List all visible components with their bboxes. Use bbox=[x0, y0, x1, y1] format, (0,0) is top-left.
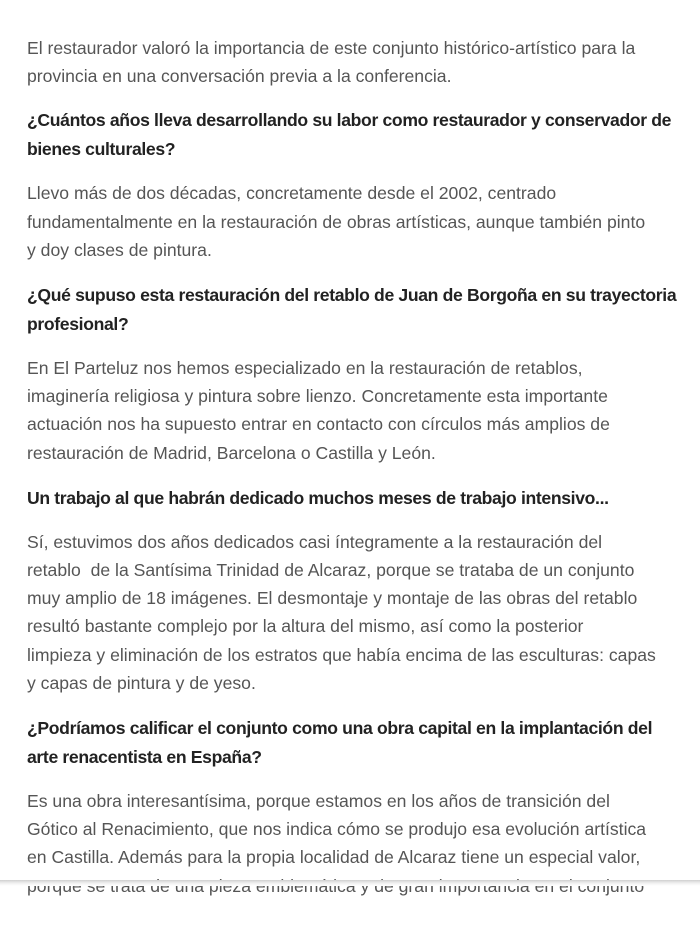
intro-line: El restaurador valoró la importancia de este conjunto histórico-artístico para la bbox=[27, 38, 636, 58]
answer-line: limpieza y eliminación de los estratos que había encima de las esculturas: capas bbox=[27, 644, 656, 665]
answer-line: restauración de Madrid, Barcelona o Castilla y León. bbox=[27, 442, 436, 463]
answer-line: Gótico al Renacimiento, que nos indica cómo se produjo esa evolución artística bbox=[27, 819, 647, 840]
question-line: profesional? bbox=[27, 314, 129, 335]
question-line: arte renacentista en España? bbox=[27, 747, 262, 768]
question-line: bienes culturales? bbox=[27, 139, 176, 160]
answer-1 bbox=[27, 179, 677, 264]
answer-line: resultó bastante complejo por la altura del mismo, así como la posterior bbox=[27, 616, 584, 637]
answer-line: imaginería religiosa y pintura sobre lienzo. Concretamente esta importante bbox=[27, 386, 608, 407]
answer-line: en Castilla. Además para la propia localidad de Alcaraz tiene un especial valor, bbox=[27, 847, 641, 868]
answer-3 bbox=[27, 528, 677, 697]
answer-line: fundamentalmente en la restauración de obras artísticas, aunque también pinto bbox=[27, 211, 646, 232]
answer-2 bbox=[27, 354, 677, 467]
answer-line: Llevo más de dos décadas, concretamente desde el 2002, centrado bbox=[27, 183, 557, 204]
page-fold-divider bbox=[0, 880, 700, 886]
article-body bbox=[27, 34, 677, 880]
question-2 bbox=[27, 281, 677, 339]
question-line: ¿Cuántos años lleva desarrollando su labor como restaurador y conservador de bbox=[27, 110, 672, 131]
answer-line: Sí, estuvimos dos años dedicados casi íntegramente a la restauración del bbox=[27, 531, 603, 552]
answer-line: Es una obra interesantísima, porque estamos en los años de transición del bbox=[27, 791, 610, 812]
question-4 bbox=[27, 714, 677, 772]
answer-line: muy amplio de 18 imágenes. El desmontaje y montaje de las obras del retablo bbox=[27, 588, 638, 609]
intro-line: provincia en una conversación previa a la conferencia. bbox=[27, 66, 452, 87]
answer-line: retablo de la Santísima Trinidad de Alcaraz, porque se trataba de un conjunto bbox=[27, 560, 635, 581]
question-line: ¿Qué supuso esta restauración del retablo de Juan de Borgoña en su trayectoria bbox=[27, 285, 677, 306]
answer-line: actuación nos ha supuesto entrar en contacto con círculos más amplios de bbox=[27, 414, 610, 435]
answer-line: En El Parteluz nos hemos especializado en la restauración de retablos, bbox=[27, 358, 583, 379]
question-line: Un trabajo al que habrán dedicado muchos meses de trabajo intensivo... bbox=[27, 487, 609, 508]
answer-line: y capas de pintura y de yeso. bbox=[27, 672, 256, 693]
answer-line: y doy clases de pintura. bbox=[27, 239, 212, 260]
question-1 bbox=[27, 106, 677, 164]
question-3 bbox=[27, 484, 677, 513]
question-line: ¿Podríamos calificar el conjunto como una obra capital en la implantación del bbox=[27, 718, 653, 739]
intro-paragraph bbox=[27, 34, 677, 90]
